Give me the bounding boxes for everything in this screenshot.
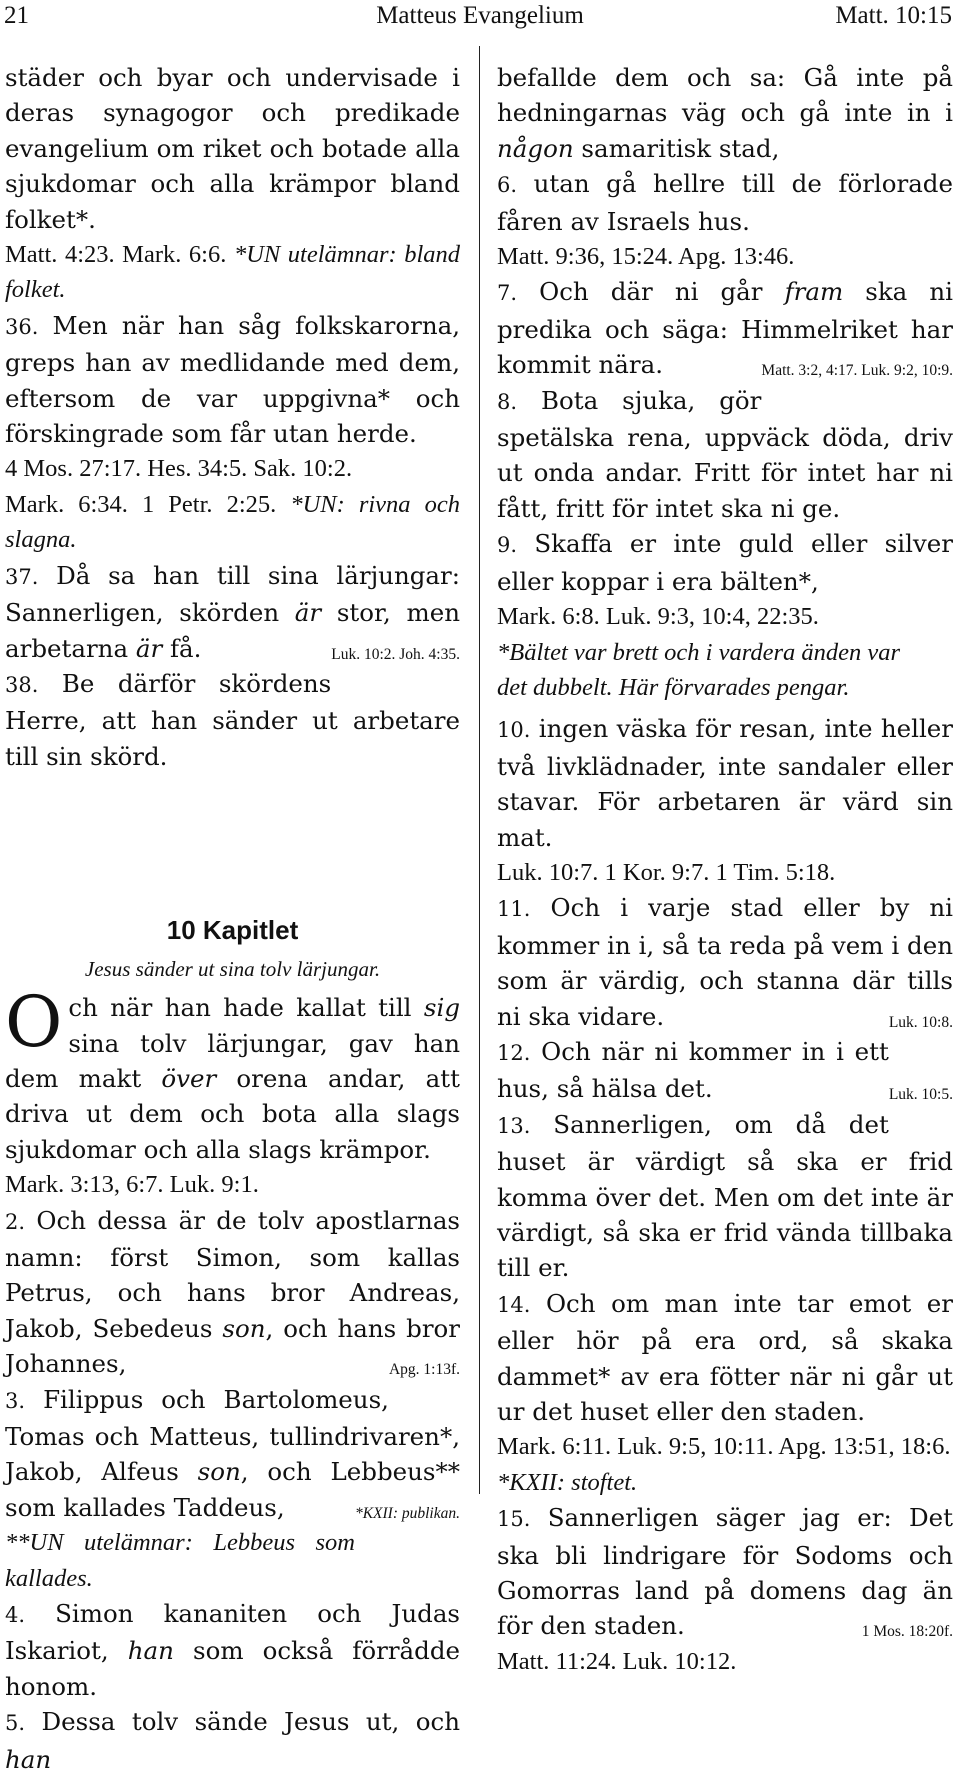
page-header <box>0 0 960 36</box>
cross-reference: Mark. 6:34. 1 Petr. 2:25. *UN: rivna och slagna. <box>5 490 460 554</box>
right-column <box>497 60 953 1679</box>
verse-8: 8. Bota sjuka, gör spetälska rena, uppväck döda, driv ut onda andar. Fritt för intet har ni fått, fritt för intet ska ni ge. <box>497 385 953 523</box>
verse-36: 36. Men när han såg folkskarorna, greps han av medlidande med dem, eftersom de var uppgivna* och förskingrade som får utan herde. <box>5 310 460 449</box>
verse-11: 11. Och i varje stad eller by ni kommer in i, så ta reda på vem i den som är värdig, och stanna där tills ni ska vidare. Luk. 10:8. <box>497 890 953 1034</box>
verse-12: 12. Och när ni kommer in i ett hus, så hälsa det. Luk. 10:5. <box>497 1034 953 1107</box>
cross-reference: Matt. 11:24. Luk. 10:12. <box>497 1647 737 1675</box>
verse-1: Och när han hade kallat till sig sina tolv lärjungar, gav han dem makt över orena andar, att driva ut dem och bota alla slags sjukdomar och alla slags krämpor. <box>5 981 460 1164</box>
book-title: Matteus Evangelium <box>376 2 584 29</box>
footnote: *KXII: publikan. <box>354 1504 460 1522</box>
chapter-subtitle: Jesus sänder ut sina tolv lärjungar. <box>84 957 381 982</box>
drop-cap: O <box>5 981 63 1064</box>
footnote: det dubbelt. Här förvarades pengar. <box>497 673 850 701</box>
cross-reference: Luk. 10:2. Joh. 4:35. <box>331 645 460 663</box>
verse-14: 14. Och om man inte tar emot er eller hör på era ord, så skaka dammet* av era fötter när ni går ut ur det huset eller den staden. <box>497 1288 953 1427</box>
cross-reference: Apg. 1:13f. <box>388 1361 460 1379</box>
verse-text: städer och byar och undervisade i deras synagogor och predikade evangelium om riket och botade alla sjukdomar och alla krämpor bland folket*. <box>5 63 460 234</box>
footnote: **UN utelämnar: Lebbeus som kallades. <box>5 1529 355 1592</box>
verse-5: 5. Dessa tolv sände Jesus ut, och han <box>5 1707 461 1774</box>
verse-4: 4. Simon kananiten och Judas Iskariot, han som också förrådde honom. <box>5 1599 460 1701</box>
cross-reference: 1 Mos. 18:20f. <box>861 1623 953 1641</box>
cross-reference: Luk. 10:8. <box>888 1013 953 1031</box>
verse-6: 6. utan gå hellre till de förlorade fåren av Israels hus. <box>497 169 953 236</box>
verse-9: 9. Skaffa er inte guld eller silver eller koppar i era bälten*, <box>497 529 953 596</box>
cross-reference: Mark. 3:13, 6:7. Luk. 9:1. <box>5 1171 259 1199</box>
footnote: *Bältet var brett och i vardera änden var <box>497 638 901 666</box>
chapter-reference: Matt. 10:15 <box>835 2 952 29</box>
cross-reference: Matt. 3:2, 4:17. Luk. 9:2, 10:9. <box>761 362 953 380</box>
verse-13: 13. Sannerligen, om då det huset är värdigt så ska er frid komma över det. Men om det inte är värdigt, så ska er frid vända tillbaka till er. <box>497 1109 953 1283</box>
verse-text: befallde dem och sa: Gå inte på hedningarnas väg och gå inte in i någon samaritisk stad, <box>497 63 953 163</box>
cross-reference: Mark. 6:11. Luk. 9:5, 10:11. Apg. 13:51, 18:6. <box>497 1433 951 1461</box>
verse-2: 2. Och dessa är de tolv apostlarnas namn: först Simon, som kallas Petrus, och hans bror Andreas, Jakob, Sebedeus son, och hans bror Johannes, Apg. 1:13f. <box>5 1203 460 1382</box>
cross-reference: Matt. 4:23. Mark. 6:6. *UN utelämnar: bland folket. <box>5 241 461 304</box>
verse-10: 10. ingen väska för resan, inte heller två livklädnader, inte sandaler eller stavar. För arbetaren är värd sin mat. <box>497 714 953 852</box>
verse-38: 38. Be därför skördens Herre, att han sänder ut arbetare till sin skörd. <box>5 668 460 771</box>
column-divider <box>479 46 480 1494</box>
page-number: 21 <box>4 2 29 29</box>
chapter-title: 10 Kapitlet <box>166 915 299 946</box>
verse-15: 15. Sannerligen säger jag er: Det ska bli lindrigare för Sodoms och Gomorras land på domens dag än för den staden. 1 Mos. 18:20f. <box>497 1500 953 1644</box>
verse-37: 37. Då sa han till sina lärjungar: Sannerligen, skörden är stor, men arbetarna är få. Luk. 10:2. Joh. 4:35. <box>5 558 460 666</box>
verse-7: 7. Och där ni går fram ska ni predika och säga: Himmelriket har kommit nära. Matt. 3:2, 4:17. Luk. 9:2, 10:9. <box>497 274 953 382</box>
left-column <box>5 60 460 1777</box>
cross-reference: Mark. 6:8. Luk. 9:3, 10:4, 22:35. <box>497 603 819 631</box>
cross-reference: Matt. 9:36, 15:24. Apg. 13:46. <box>497 243 795 271</box>
footnote: *KXII: stoftet. <box>497 1468 638 1496</box>
verse-3: 3. Filippus och Bartolomeus, Tomas och Matteus, tullindrivaren*, Jakob, Alfeus son, och Lebbeus** som kallades Taddeus, *KXII: publikan. <box>5 1382 460 1526</box>
cross-reference: 4 Mos. 27:17. Hes. 34:5. Sak. 10:2. <box>5 455 353 483</box>
cross-reference: Luk. 10:7. 1 Kor. 9:7. 1 Tim. 5:18. <box>497 858 836 886</box>
cross-reference: Luk. 10:5. <box>888 1086 953 1104</box>
